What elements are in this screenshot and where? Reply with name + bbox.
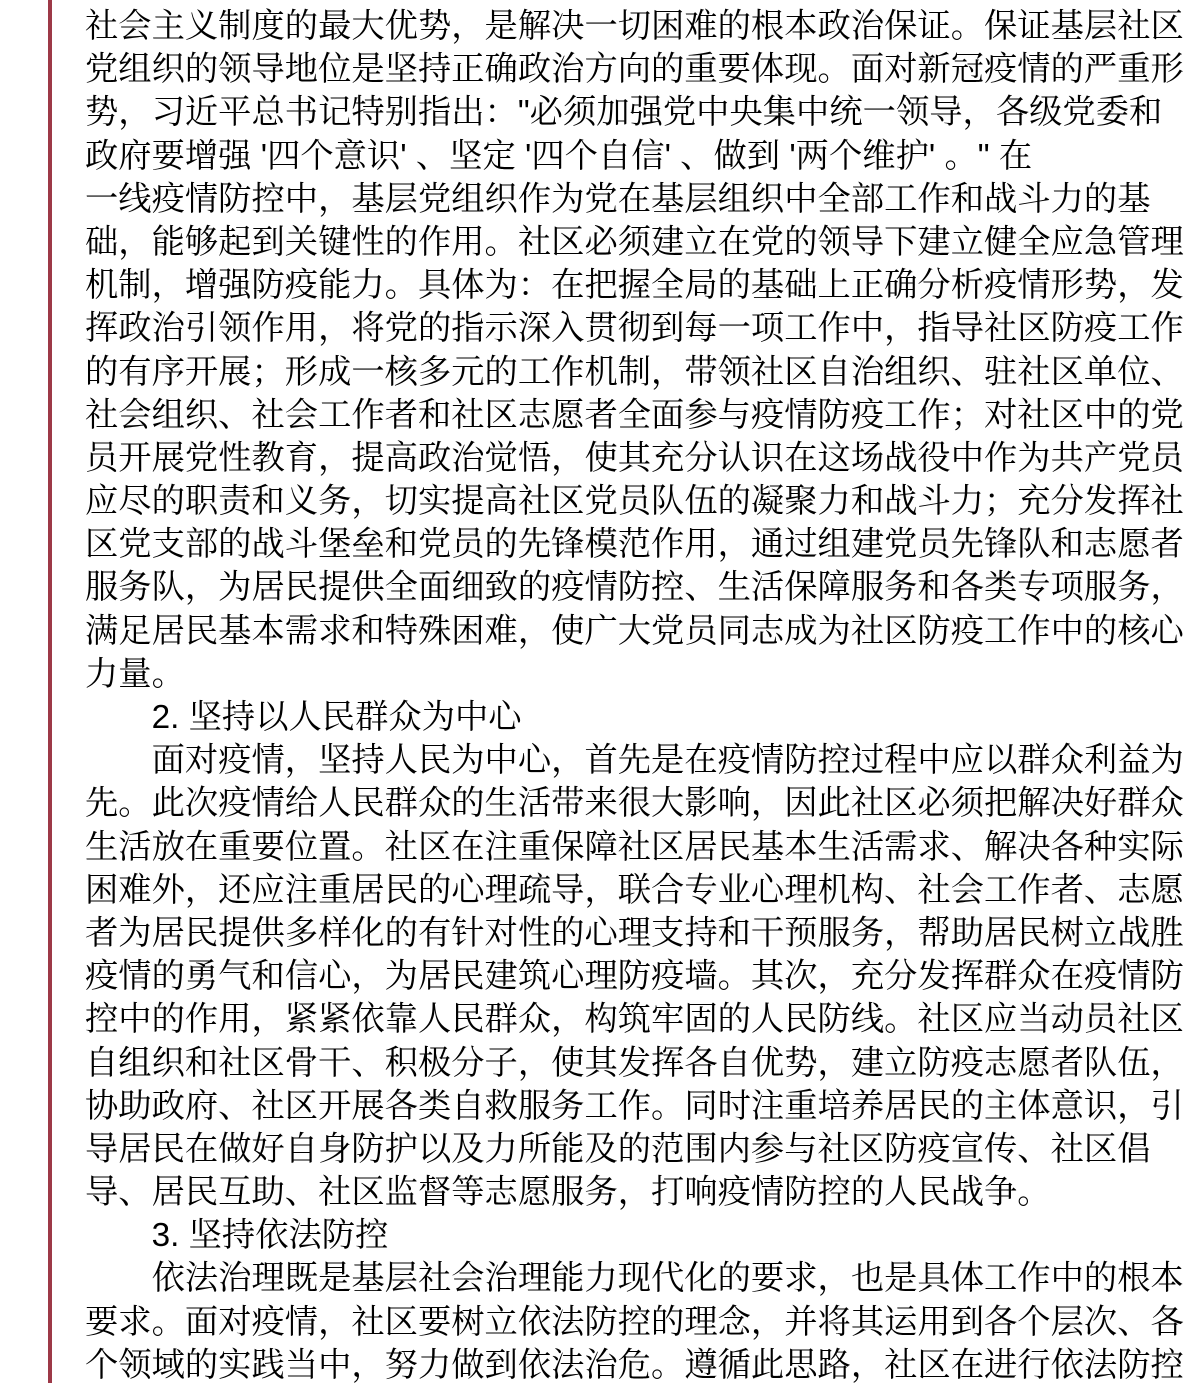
text-line: 自组织和社区骨干、积极分子，使其发挥各自优势，建立防疫志愿者队伍， (85, 1044, 1184, 1082)
text-line: 应尽的职责和义务，切实提高社区党员队伍的凝聚力和战斗力；充分发挥社 (85, 483, 1184, 521)
text-line: 社会组织、社会工作者和社区志愿者全面参与疫情防疫工作；对社区中的党 (85, 396, 1184, 434)
text-line: 满足居民基本需求和特殊困难，使广大党员同志成为社区防疫工作中的核心 (85, 612, 1184, 650)
text-line: 生活放在重要位置。社区在注重保障社区居民基本生活需求、解决各种实际 (85, 828, 1184, 866)
text-line: 员开展党性教育，提高政治觉悟，使其充分认识在这场战役中作为共产党员 (85, 439, 1184, 477)
text-line: 力量。 (85, 655, 185, 693)
text-line: 3. 坚持依法防控 (151, 1217, 389, 1255)
text-line: 面对疫情，坚持人民为中心，首先是在疫情防控过程中应以群众利益为 (151, 742, 1184, 780)
text-line: 困难外，还应注重居民的心理疏导，联合专业心理机构、社会工作者、志愿 (85, 871, 1184, 909)
text-line: 的有序开展；形成一核多元的工作机制，带领社区自治组织、驻社区单位、 (85, 353, 1184, 391)
text-line: 疫情的勇气和信心，为居民建筑心理防疫墙。其次，充分发挥群众在疫情防 (85, 958, 1184, 996)
text-line: 一线疫情防控中，基层党组织作为党在基层组织中全部工作和战斗力的基 (85, 180, 1151, 218)
text-line: 导居民在做好自身防护以及力所能及的范围内参与社区防疫宣传、社区倡 (85, 1130, 1151, 1168)
document-text (85, 5, 1191, 1383)
text-line: 机制，增强防疫能力。具体为：在把握全局的基础上正确分析疫情形势，发 (85, 267, 1184, 305)
text-line: 社会主义制度的最大优势，是解决一切困难的根本政治保证。保证基层社区 (85, 8, 1184, 45)
text-line: 先。此次疫情给人民群众的生活带来很大影响，因此社区必须把解决好群众 (85, 785, 1184, 823)
text-line: 区党支部的战斗堡垒和党员的先锋模范作用，通过组建党员先锋队和志愿者 (85, 526, 1184, 564)
text-line: 政府要增强 '四个意识' 、坚定 '四个自信' 、做到 '两个维护' 。" 在 (85, 137, 1033, 175)
text-line: 党组织的领导地位是坚持正确政治方向的重要体现。面对新冠疫情的严重形 (85, 51, 1184, 89)
text-line: 个领域的实践当中，努力做到依法治危。遵循此思路，社区在进行依法防控 (85, 1346, 1184, 1383)
text-line: 挥政治引领作用，将党的指示深入贯彻到每一项工作中，指导社区防疫工作 (85, 310, 1184, 348)
text-line: 服务队，为居民提供全面细致的疫情防控、生活保障服务和各类专项服务， (85, 569, 1184, 607)
text-line: 础，能够起到关键性的作用。社区必须建立在党的领导下建立健全应急管理 (85, 223, 1184, 261)
text-line: 要求。面对疫情，社区要树立依法防控的理念，并将其运用到各个层次、各 (85, 1303, 1184, 1341)
text-line: 控中的作用，紧紧依靠人民群众，构筑牢固的人民防线。社区应当动员社区 (85, 1001, 1184, 1039)
revision-bar (48, 0, 52, 1383)
text-line: 依法治理既是基层社会治理能力现代化的要求，也是具体工作中的根本 (151, 1260, 1184, 1298)
text-line: 导、居民互助、社区监督等志愿服务，打响疫情防控的人民战争。 (85, 1174, 1051, 1212)
text-line: 2. 坚持以人民群众为中心 (151, 699, 522, 736)
text-line: 势，习近平总书记特别指出："必须加强党中央集中统一领导，各级党委和 (85, 94, 1163, 132)
text-line: 者为居民提供多样化的有针对性的心理支持和干预服务，帮助居民树立战胜 (85, 914, 1184, 952)
text-line: 协助政府、社区开展各类自救服务工作。同时注重培养居民的主体意识，引 (85, 1087, 1184, 1125)
